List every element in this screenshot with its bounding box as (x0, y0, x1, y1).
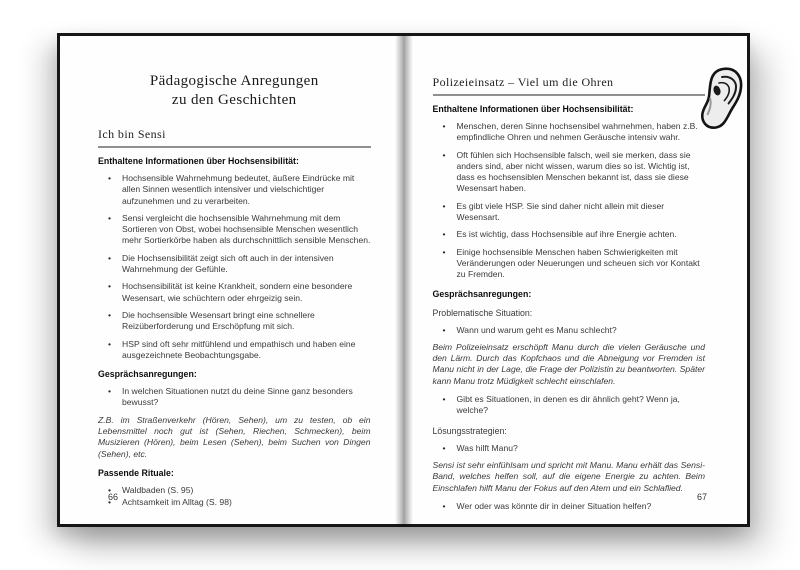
bullet-item: • Es gibt viele HSP. Sie sind daher nicht allein mit dieser Wesensart. (433, 201, 706, 224)
bullet-item: • Oft fühlen sich Hochsensible falsch, weil sie merken, dass sie anders sind, aber nicht wissen, warum dies so ist. Wichtig ist, dass es hochsensiblen Menschen bekannt ist, dass sie diese Wesensart haben. (433, 150, 706, 195)
bullet-item: • Waldbaden (S. 95) (98, 485, 371, 496)
heading-rule-right (433, 94, 706, 96)
story-heading-right: Polizeieinsatz – Viel um die Ohren (432, 75, 614, 89)
page-number-right: 67 (696, 492, 707, 502)
talk-bullet-list-left (98, 386, 371, 409)
info-bullet-list-left (98, 173, 371, 361)
left-page (60, 36, 404, 524)
bullet-item: • Gibt es Situationen, in denen es dir ähnlich geht? Wenn ja, welche? (433, 394, 706, 417)
talk-heading-left: Gesprächsanregungen: (98, 369, 197, 380)
problem-bullet-list (433, 325, 706, 336)
bullet-item: • In welchen Situationen nutzt du deine Sinne ganz besonders bewusst? (98, 386, 371, 409)
bullet-item: • Die Hochsensibilität zeigt sich oft auch in der intensiven Wahrnehmung der Gefühle. (98, 253, 371, 276)
rituals-heading: Passende Rituale: (98, 467, 174, 478)
solutions-label: Lösungsstrategien: (432, 425, 507, 436)
bullet-item: • Sensi vergleicht die hochsensible Wahrnehmung mit dem Sortieren von Obst, wobei hochsensible Menschen wesentlich mehr Sortierkörbe haben als durchschnittlich sensible Menschen. (98, 213, 371, 247)
talk-heading-right: Gesprächsanregungen: (432, 288, 532, 299)
bullet-item: • Was hilft Manu? (433, 443, 706, 454)
solutions-bullet-list (433, 443, 706, 454)
problem-situation-label: Problematische Situation: (432, 307, 533, 318)
chapter-title (102, 72, 367, 110)
talk-example-paragraph: Z.B. im Straßenverkehr (Hören, Sehen), um zu testen, ob ein Lebensmittel noch gut ist (Sehen, Riechen, Schmecken), beim Musizieren (Hören), beim Lesen (Sehen), beim Suchen von Dingen (Sehen), etc. (98, 414, 371, 459)
info-bullet-list-right (433, 121, 706, 281)
info-heading-left: Enthaltene Informationen über Hochsensibilität: (98, 156, 299, 166)
bullet-item: • Einige hochsensible Menschen haben Schwierigkeiten mit Veränderungen oder Neuerungen und scheuen sich vor Kontakt zu Fremden. (433, 247, 706, 281)
bullet-item: • Wann und warum geht es Manu schlecht? (433, 325, 706, 336)
bullet-item: • Es ist wichtig, dass Hochsensible auf ihre Energie achten. (433, 229, 706, 240)
bullet-item: • Hochsensible Wahrnehmung bedeutet, äußere Eindrücke mit allen Sinnen wesentlich intensiver und vielschichtiger aufzunehmen und zu verarbeiten. (98, 173, 371, 207)
rituals-bullet-list (98, 485, 371, 509)
chapter-title-line-1: Pädagogische Anregungen (149, 73, 319, 89)
reflection-bullet-list (433, 394, 706, 417)
bullet-item: • Achtsamkeit im Alltag (S. 98) (98, 497, 371, 508)
page-number-left: 66 (108, 492, 119, 502)
problem-description-paragraph: Beim Polizeieinsatz erschöpft Manu durch die vielen Geräusche und den Lärm. Durch das Kopfchaos und die Abneigung vor Fremden ist Manu nicht in der Lage, die Frage der Polizistin zu beantworten. Später kann Manu trotz Müdigkeit schlecht einschlafen. (432, 341, 705, 386)
helper-bullet-list (433, 501, 706, 512)
bullet-item: • Menschen, deren Sinne hochsensibel wahrnehmen, haben z.B. empfindliche Ohren und nehmen Geräusche intensiv wahr. (433, 121, 706, 144)
bullet-item: • Hochsensibilität ist keine Krankheit, sondern eine besondere Wesensart, wie schüchtern oder ehrgeizig sein. (98, 281, 371, 304)
chapter-title-line-2: zu den Geschichten (171, 92, 297, 108)
solutions-description-paragraph: Sensi ist sehr einfühlsam und spricht mit Manu. Manu erhält das Sensi-Band, welches helfen soll, auf die eigene Energie zu achten. Beim Einschlafen hilft Manu der Fokus auf den Atem und ein Schlaflied. (432, 459, 705, 493)
bullet-item: • Wer oder was könnte dir in deiner Situation helfen? (433, 501, 706, 512)
bullet-item: • HSP sind oft sehr mitfühlend und empathisch und haben eine ausgezeichnete Beobachtungsgabe. (98, 339, 371, 362)
right-page (404, 36, 748, 524)
bullet-item: • Die hochsensible Wesensart bringt eine schnellere Reizüberforderung und Erschöpfung mit sich. (98, 310, 371, 333)
heading-rule-left (98, 146, 371, 148)
open-book (57, 33, 750, 527)
story-heading-left: Ich bin Sensi (98, 127, 166, 141)
info-heading-right: Enthaltene Informationen über Hochsensibilität: (432, 104, 634, 114)
